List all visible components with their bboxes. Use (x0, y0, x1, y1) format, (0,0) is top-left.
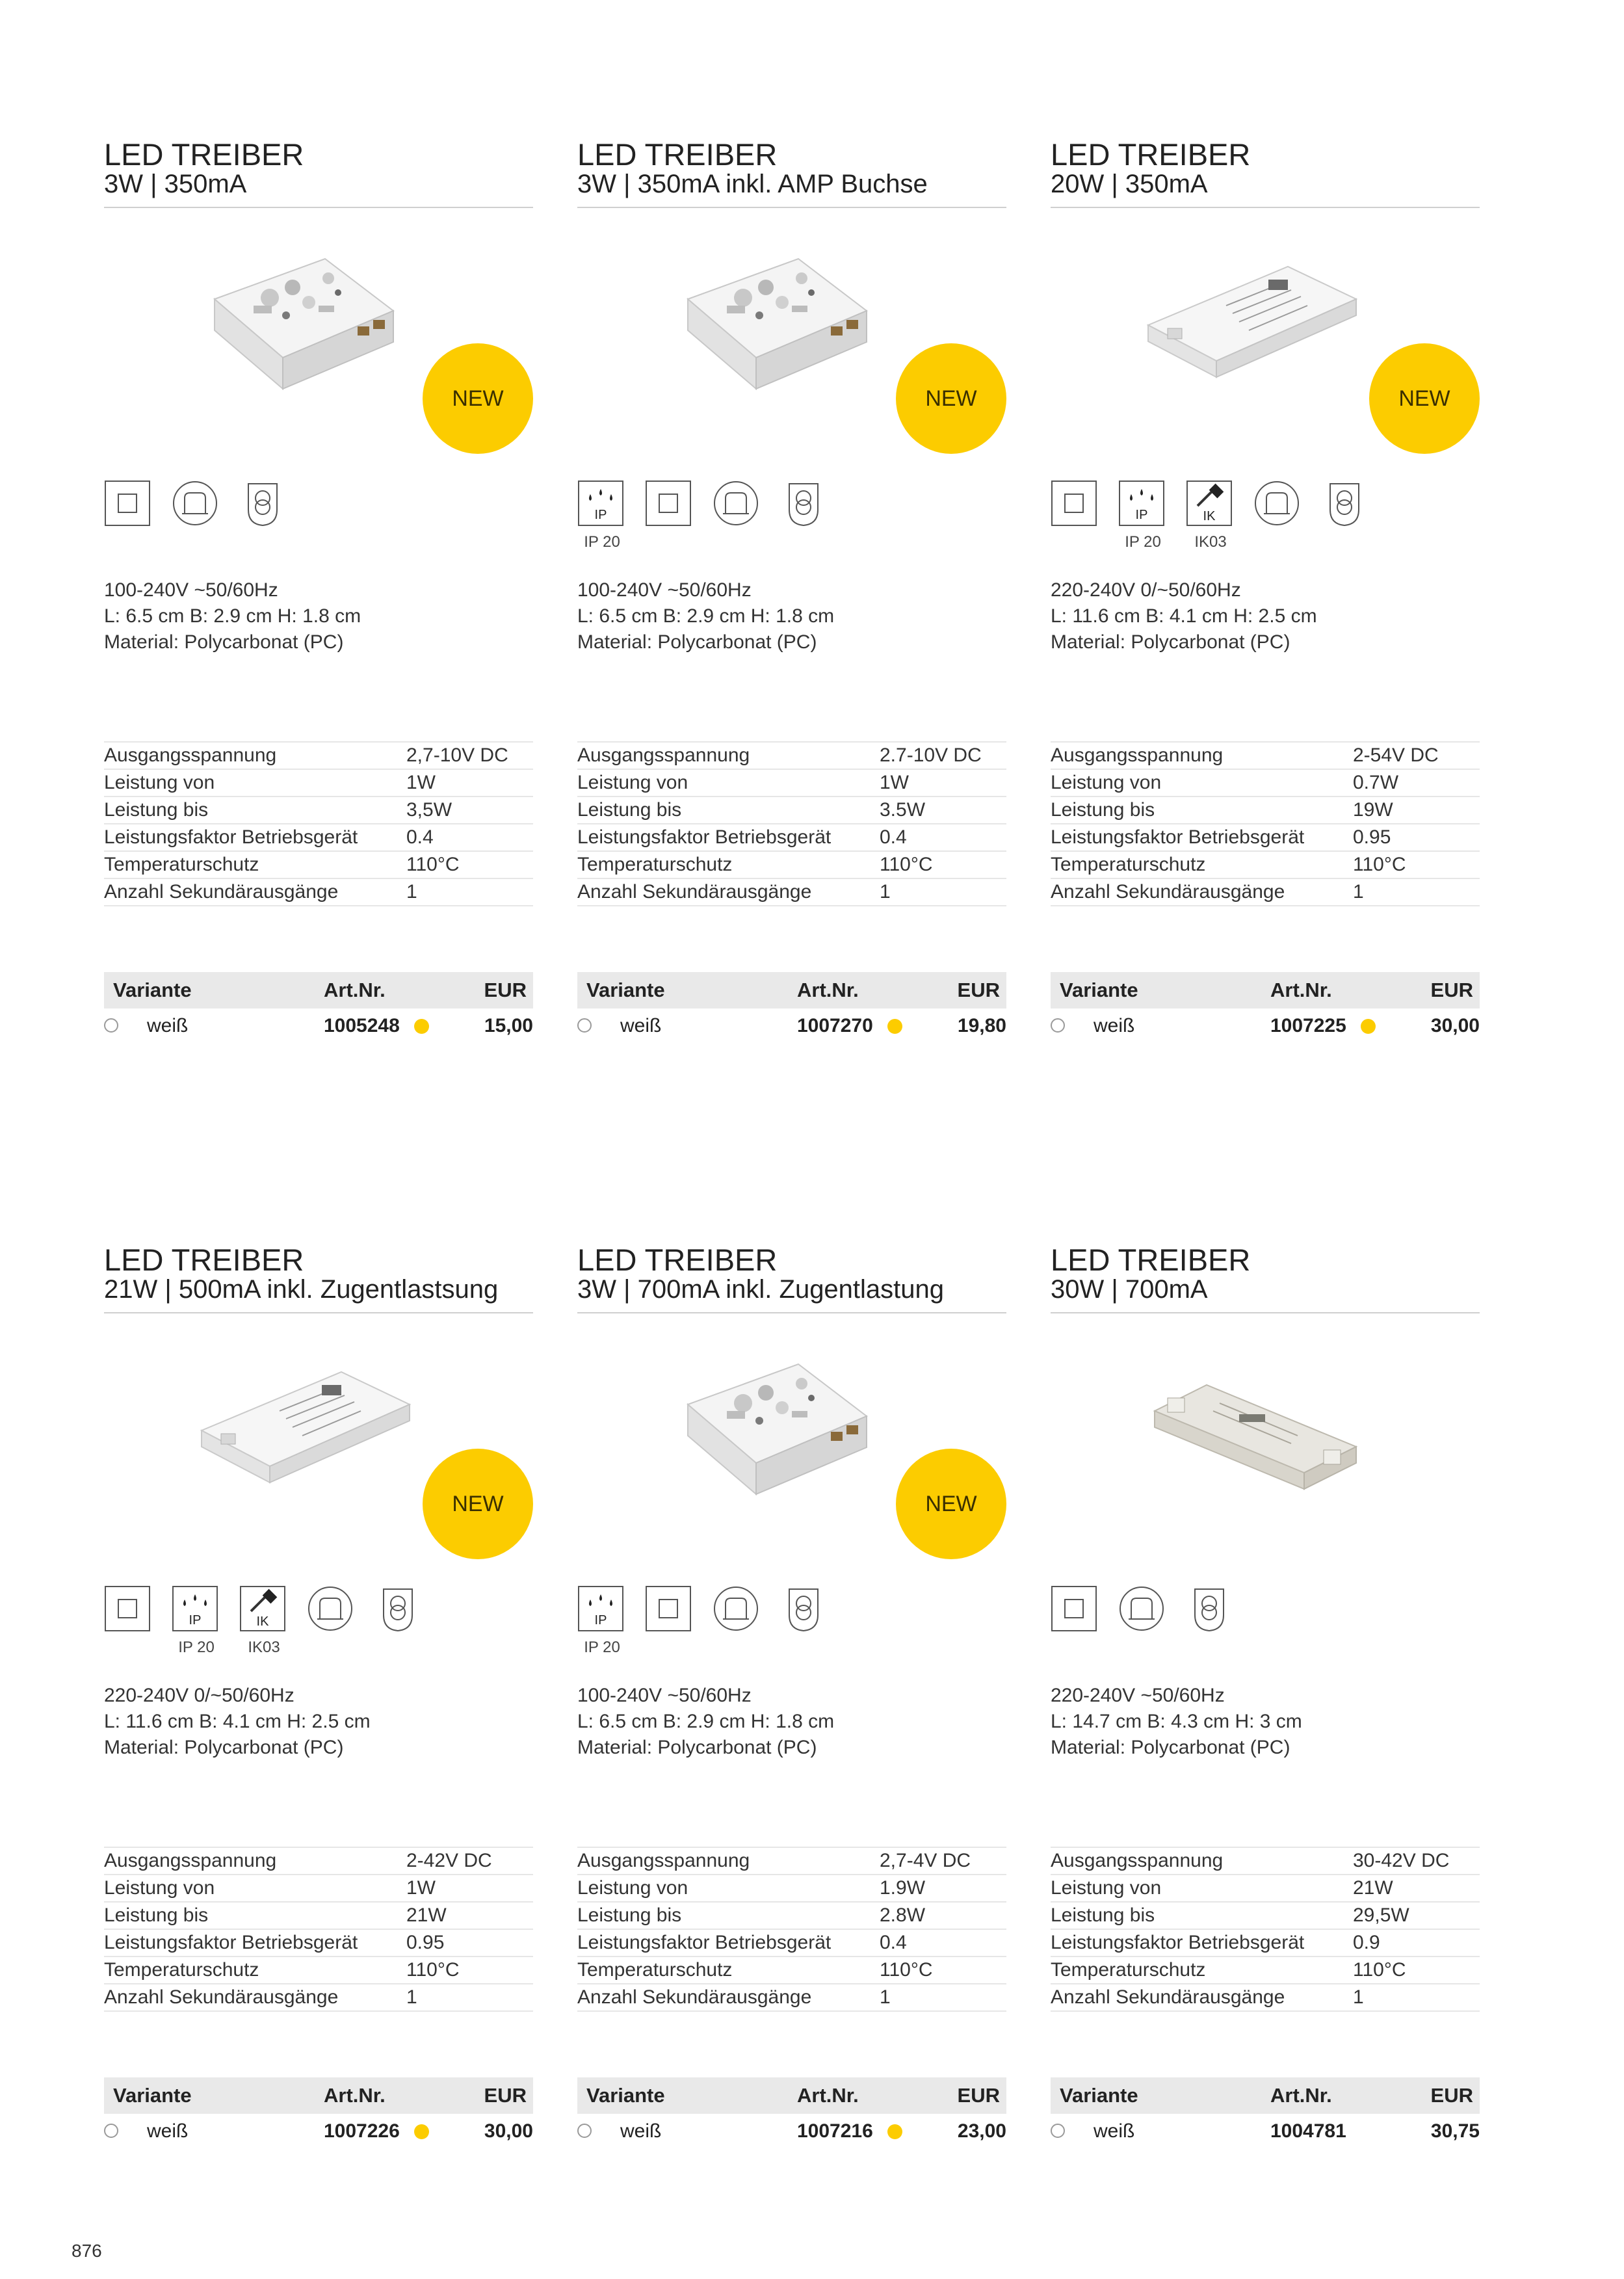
article-number: 1007225 (1270, 1015, 1346, 1036)
price: 19,80 (957, 1015, 1006, 1036)
new-badge: NEW (423, 1449, 533, 1559)
spec-value: 110°C (406, 854, 460, 875)
product-image-driver-flat (195, 1333, 429, 1515)
spec-row (104, 852, 533, 879)
price-table-header (104, 972, 533, 1008)
spec-row (1051, 1984, 1480, 2012)
spec-row (104, 879, 533, 906)
spec-value: 0.95 (1353, 826, 1391, 848)
svg-text:IP: IP (594, 1613, 607, 1627)
certification-icons (104, 1585, 533, 1670)
spec-label: Leistung bis (104, 799, 209, 821)
spec-value: 1W (406, 772, 436, 793)
spec-row (1051, 1903, 1480, 1930)
eur-header: EUR (957, 2084, 1000, 2107)
description-line: L: 11.6 cm B: 4.1 cm H: 2.5 cm (104, 1711, 371, 1732)
product-title: LED TREIBER (104, 1243, 304, 1277)
spec-label: Leistung von (577, 1877, 688, 1899)
product-subtitle: 21W | 500mA inkl. Zugentlastsung (104, 1275, 499, 1304)
spec-value: 2,7-4V DC (880, 1850, 971, 1871)
icon-cell (374, 1585, 424, 1663)
spec-value: 3.5W (880, 799, 926, 821)
description-line: Material: Polycarbonat (PC) (577, 1737, 817, 1758)
product-title: LED TREIBER (1051, 137, 1251, 172)
price-row (104, 1012, 533, 1040)
icon-cell (104, 1585, 153, 1663)
icon-cell (1051, 480, 1100, 558)
availability-dot (414, 1019, 429, 1034)
dimmer-icon (1118, 1585, 1165, 1632)
spec-label: Leistung bis (577, 1904, 682, 1926)
ip-rating-icon (577, 1585, 624, 1632)
icon-cell (239, 480, 289, 558)
spec-row (1051, 824, 1480, 852)
product-description (577, 1683, 834, 1761)
protection-class-icon (1051, 1585, 1097, 1632)
price-table-header (104, 2077, 533, 2114)
icon-cell (1186, 480, 1235, 558)
product-card (1051, 1105, 1480, 2142)
product-image-driver-white (668, 1333, 902, 1515)
spec-value: 19W (1353, 799, 1393, 821)
description-line: 220-240V 0/~50/60Hz (1051, 579, 1241, 601)
art-nr-header: Art.Nr. (797, 2084, 859, 2107)
product-title: LED TREIBER (1051, 1243, 1251, 1277)
spec-label: Leistung bis (577, 799, 682, 821)
price: 23,00 (957, 2120, 1006, 2142)
spec-value: 1.9W (880, 1877, 926, 1899)
title-divider (104, 207, 533, 208)
title-divider (1051, 207, 1480, 208)
spec-label: Leistungsfaktor Betriebsgerät (1051, 1932, 1305, 1953)
icon-cell (1118, 480, 1168, 558)
spec-label: Leistungsfaktor Betriebsgerät (577, 826, 832, 848)
spec-value: 110°C (406, 1959, 460, 1981)
spec-row (1051, 879, 1480, 906)
description-line: 100-240V ~50/60Hz (577, 579, 752, 601)
icon-cell (577, 1585, 627, 1663)
variant-radio[interactable] (1051, 2124, 1065, 2138)
dimmer-icon (713, 1585, 759, 1632)
variant-name: weiß (620, 1015, 662, 1036)
art-nr-header: Art.Nr. (324, 979, 386, 1001)
icon-cell (713, 480, 762, 558)
spec-value: 2.7-10V DC (880, 744, 982, 766)
spec-label: Leistung bis (104, 1904, 209, 1926)
protection-class-icon (104, 480, 151, 527)
variant-radio[interactable] (104, 1018, 118, 1033)
spec-label: Leistung bis (1051, 1904, 1155, 1926)
product-subtitle: 3W | 350mA (104, 170, 247, 198)
title-divider (104, 1312, 533, 1313)
product-description (104, 1683, 371, 1761)
description-line: 100-240V ~50/60Hz (104, 579, 278, 601)
art-nr-header: Art.Nr. (1270, 2084, 1332, 2107)
icon-cell (713, 1585, 762, 1663)
product-description (1051, 1683, 1302, 1761)
spec-row (577, 741, 1006, 770)
price: 15,00 (484, 1015, 533, 1036)
description-line: L: 14.7 cm B: 4.3 cm H: 3 cm (1051, 1711, 1302, 1732)
spec-value: 30-42V DC (1353, 1850, 1450, 1871)
product-title: LED TREIBER (577, 1243, 778, 1277)
variant-radio[interactable] (1051, 1018, 1065, 1033)
spec-value: 1 (880, 1986, 891, 2008)
description-line: L: 6.5 cm B: 2.9 cm H: 1.8 cm (104, 605, 361, 627)
description-line: Material: Polycarbonat (PC) (1051, 1737, 1290, 1758)
description-line: Material: Polycarbonat (PC) (104, 631, 344, 653)
spec-row (577, 1957, 1006, 1984)
svg-text:IP: IP (594, 508, 607, 522)
certification-icons (104, 480, 533, 564)
dimmer-icon (307, 1585, 354, 1632)
art-nr-header: Art.Nr. (1270, 979, 1332, 1001)
spec-value: 2-54V DC (1353, 744, 1439, 766)
variant-name: weiß (147, 2120, 189, 2142)
protection-class-icon (645, 480, 692, 527)
price: 30,00 (1430, 1015, 1480, 1036)
description-line: 220-240V ~50/60Hz (1051, 1685, 1225, 1706)
icon-cell (172, 480, 221, 558)
spec-row (104, 1903, 533, 1930)
icon-cell (1186, 1585, 1235, 1663)
price: 30,75 (1430, 2120, 1480, 2142)
spec-label: Ausgangsspannung (577, 1850, 750, 1871)
icon-cell (307, 1585, 356, 1663)
spec-row (577, 1984, 1006, 2012)
spec-label: Leistungsfaktor Betriebsgerät (577, 1932, 832, 1953)
article-number: 1007216 (797, 2120, 873, 2142)
ip-rating-icon (1118, 480, 1165, 527)
spec-value: 1 (406, 881, 417, 902)
product-card (577, 1105, 1006, 2142)
spec-label: Anzahl Sekundärausgänge (104, 881, 339, 902)
safety-transformer-icon (780, 480, 827, 527)
description-line: 220-240V 0/~50/60Hz (104, 1685, 295, 1706)
spec-row (104, 741, 533, 770)
icon-caption: IP 20 (178, 1639, 215, 1656)
variant-radio[interactable] (577, 2124, 592, 2138)
product-subtitle: 3W | 350mA inkl. AMP Buchse (577, 170, 928, 198)
icon-caption: IK03 (1194, 533, 1227, 551)
icon-cell (239, 1585, 289, 1663)
availability-dot (887, 1019, 902, 1034)
spec-table (1051, 1847, 1480, 2012)
svg-text:IP: IP (1135, 508, 1148, 522)
icon-cell (577, 480, 627, 558)
certification-icons (577, 480, 1006, 564)
title-divider (577, 207, 1006, 208)
icon-caption: IP 20 (584, 1639, 620, 1656)
spec-value: 1W (406, 1877, 436, 1899)
icon-cell (780, 480, 830, 558)
spec-label: Temperaturschutz (577, 854, 733, 875)
icon-cell (645, 480, 694, 558)
spec-value: 110°C (880, 854, 933, 875)
spec-value: 1W (880, 772, 909, 793)
spec-row (577, 852, 1006, 879)
variant-name: weiß (620, 2120, 662, 2142)
svg-text:IK: IK (256, 1614, 269, 1629)
protection-class-icon (104, 1585, 151, 1632)
spec-label: Leistung von (104, 772, 215, 793)
spec-value: 0.4 (406, 826, 434, 848)
spec-value: 0.95 (406, 1932, 445, 1953)
price-row (104, 2117, 533, 2146)
new-badge: NEW (896, 343, 1006, 454)
availability-dot (1361, 1019, 1376, 1034)
ip-rating-icon (172, 1585, 218, 1632)
spec-row (1051, 797, 1480, 824)
product-image-driver-track (1142, 1333, 1376, 1515)
eur-header: EUR (484, 2084, 527, 2107)
spec-row (577, 1930, 1006, 1957)
price-table-header (577, 2077, 1006, 2114)
safety-transformer-icon (1321, 480, 1368, 527)
article-number: 1007226 (324, 2120, 400, 2142)
spec-value: 0.4 (880, 1932, 907, 1953)
product-description (1051, 577, 1317, 655)
spec-value: 1 (880, 881, 891, 902)
availability-dot (414, 2124, 429, 2139)
spec-label: Temperaturschutz (104, 854, 259, 875)
spec-row (104, 1847, 533, 1875)
article-number: 1007270 (797, 1015, 873, 1036)
spec-row (577, 824, 1006, 852)
art-nr-header: Art.Nr. (797, 979, 859, 1001)
article-number: 1004781 (1270, 2120, 1346, 2142)
product-card (577, 0, 1006, 1036)
spec-row (104, 797, 533, 824)
spec-row (577, 797, 1006, 824)
spec-label: Anzahl Sekundärausgänge (1051, 1986, 1285, 2008)
article-number: 1005248 (324, 1015, 400, 1036)
icon-cell (1253, 480, 1303, 558)
description-line: L: 6.5 cm B: 2.9 cm H: 1.8 cm (577, 1711, 835, 1732)
spec-row (577, 1903, 1006, 1930)
spec-row (104, 770, 533, 797)
spec-label: Temperaturschutz (1051, 854, 1206, 875)
icon-cell (172, 1585, 221, 1663)
description-line: Material: Polycarbonat (PC) (104, 1737, 344, 1758)
description-line: L: 11.6 cm B: 4.1 cm H: 2.5 cm (1051, 605, 1317, 627)
product-subtitle: 3W | 700mA inkl. Zugentlastung (577, 1275, 945, 1304)
spec-label: Ausgangsspannung (577, 744, 750, 766)
spec-value: 2.8W (880, 1904, 926, 1926)
spec-label: Leistung von (104, 1877, 215, 1899)
price-table-header (1051, 972, 1480, 1008)
eur-header: EUR (484, 979, 527, 1001)
variant-header: Variante (586, 2084, 665, 2107)
spec-label: Leistung von (1051, 1877, 1162, 1899)
spec-label: Ausgangsspannung (104, 744, 277, 766)
product-image-driver-flat (1142, 228, 1376, 410)
certification-icons (1051, 480, 1480, 564)
product-subtitle: 30W | 700mA (1051, 1275, 1208, 1304)
spec-row (104, 1984, 533, 2012)
spec-row (1051, 1957, 1480, 1984)
spec-value: 110°C (1353, 854, 1406, 875)
price-row (577, 1012, 1006, 1040)
product-description (577, 577, 834, 655)
svg-text:IK: IK (1203, 509, 1216, 523)
variant-header: Variante (113, 2084, 192, 2107)
variant-header: Variante (1060, 979, 1138, 1001)
product-title: LED TREIBER (577, 137, 778, 172)
spec-label: Anzahl Sekundärausgänge (1051, 881, 1285, 902)
price-row (1051, 1012, 1480, 1040)
page-number: 876 (72, 2241, 102, 2261)
product-subtitle: 20W | 350mA (1051, 170, 1208, 198)
spec-row (104, 1875, 533, 1903)
icon-cell (1051, 1585, 1100, 1663)
icon-caption: IP 20 (1125, 533, 1161, 551)
spec-value: 21W (1353, 1877, 1393, 1899)
spec-label: Leistungsfaktor Betriebsgerät (104, 1932, 358, 1953)
icon-cell (1118, 1585, 1168, 1663)
ip-rating-icon (577, 480, 624, 527)
spec-row (1051, 1930, 1480, 1957)
spec-label: Anzahl Sekundärausgänge (577, 1986, 812, 2008)
spec-table (104, 741, 533, 906)
certification-icons (577, 1585, 1006, 1670)
product-card (104, 0, 533, 1036)
spec-label: Temperaturschutz (104, 1959, 259, 1981)
certification-icons (1051, 1585, 1480, 1670)
spec-value: 29,5W (1353, 1904, 1409, 1926)
product-image-driver-white (668, 228, 902, 410)
spec-value: 1 (1353, 1986, 1364, 2008)
variant-radio[interactable] (104, 2124, 118, 2138)
dimmer-icon (1253, 480, 1300, 527)
icon-cell (104, 480, 153, 558)
spec-table (104, 1847, 533, 2012)
spec-value: 2,7-10V DC (406, 744, 508, 766)
spec-label: Ausgangsspannung (104, 1850, 277, 1871)
ik-rating-icon (239, 1585, 286, 1632)
price-table-header (1051, 2077, 1480, 2114)
safety-transformer-icon (1186, 1585, 1233, 1632)
spec-value: 0.4 (880, 826, 907, 848)
variant-name: weiß (1094, 1015, 1135, 1036)
spec-value: 0.9 (1353, 1932, 1380, 1953)
spec-row (104, 1957, 533, 1984)
spec-value: 21W (406, 1904, 447, 1926)
new-badge: NEW (423, 343, 533, 454)
description-line: L: 6.5 cm B: 2.9 cm H: 1.8 cm (577, 605, 835, 627)
eur-header: EUR (1430, 979, 1473, 1001)
icon-caption: IP 20 (584, 533, 620, 551)
variant-radio[interactable] (577, 1018, 592, 1033)
spec-row (577, 1875, 1006, 1903)
spec-label: Temperaturschutz (1051, 1959, 1206, 1981)
spec-table (577, 1847, 1006, 2012)
spec-label: Temperaturschutz (577, 1959, 733, 1981)
spec-value: 3,5W (406, 799, 452, 821)
safety-transformer-icon (780, 1585, 827, 1632)
variant-header: Variante (586, 979, 665, 1001)
protection-class-icon (1051, 480, 1097, 527)
spec-value: 0.7W (1353, 772, 1399, 793)
price-table-header (577, 972, 1006, 1008)
product-card (104, 1105, 533, 2142)
spec-table (1051, 741, 1480, 906)
spec-row (1051, 770, 1480, 797)
spec-label: Leistung von (1051, 772, 1162, 793)
spec-label: Anzahl Sekundärausgänge (577, 881, 812, 902)
art-nr-header: Art.Nr. (324, 2084, 386, 2107)
spec-label: Leistungsfaktor Betriebsgerät (1051, 826, 1305, 848)
product-image-driver-white (195, 228, 429, 410)
title-divider (577, 1312, 1006, 1313)
eur-header: EUR (1430, 2084, 1473, 2107)
spec-row (1051, 1847, 1480, 1875)
variant-header: Variante (1060, 2084, 1138, 2107)
new-badge: NEW (896, 1449, 1006, 1559)
spec-value: 110°C (1353, 1959, 1406, 1981)
spec-value: 110°C (880, 1959, 933, 1981)
spec-row (1051, 1875, 1480, 1903)
variant-name: weiß (147, 1015, 189, 1036)
spec-value: 2-42V DC (406, 1850, 492, 1871)
product-description (104, 577, 361, 655)
price: 30,00 (484, 2120, 533, 2142)
new-badge: NEW (1369, 343, 1480, 454)
spec-row (577, 879, 1006, 906)
spec-row (104, 1930, 533, 1957)
spec-label: Ausgangsspannung (1051, 1850, 1224, 1871)
title-divider (1051, 1312, 1480, 1313)
price-row (577, 2117, 1006, 2146)
icon-cell (1321, 480, 1370, 558)
dimmer-icon (172, 480, 218, 527)
spec-row (577, 770, 1006, 797)
spec-row (577, 1847, 1006, 1875)
description-line: 100-240V ~50/60Hz (577, 1685, 752, 1706)
spec-row (1051, 741, 1480, 770)
spec-row (1051, 852, 1480, 879)
protection-class-icon (645, 1585, 692, 1632)
description-line: Material: Polycarbonat (PC) (1051, 631, 1290, 653)
icon-cell (780, 1585, 830, 1663)
icon-caption: IK03 (248, 1639, 280, 1656)
spec-value: 1 (1353, 881, 1364, 902)
eur-header: EUR (957, 979, 1000, 1001)
spec-row (104, 824, 533, 852)
dimmer-icon (713, 480, 759, 527)
product-card (1051, 0, 1480, 1036)
safety-transformer-icon (374, 1585, 421, 1632)
spec-value: 1 (406, 1986, 417, 2008)
variant-name: weiß (1094, 2120, 1135, 2142)
spec-label: Anzahl Sekundärausgänge (104, 1986, 339, 2008)
spec-label: Leistung bis (1051, 799, 1155, 821)
product-title: LED TREIBER (104, 137, 304, 172)
icon-cell (645, 1585, 694, 1663)
price-row (1051, 2117, 1480, 2146)
spec-label: Leistungsfaktor Betriebsgerät (104, 826, 358, 848)
variant-header: Variante (113, 979, 192, 1001)
description-line: Material: Polycarbonat (PC) (577, 631, 817, 653)
ik-rating-icon (1186, 480, 1233, 527)
spec-label: Ausgangsspannung (1051, 744, 1224, 766)
availability-dot (887, 2124, 902, 2139)
svg-text:IP: IP (189, 1613, 202, 1627)
safety-transformer-icon (239, 480, 286, 527)
spec-table (577, 741, 1006, 906)
spec-label: Leistung von (577, 772, 688, 793)
